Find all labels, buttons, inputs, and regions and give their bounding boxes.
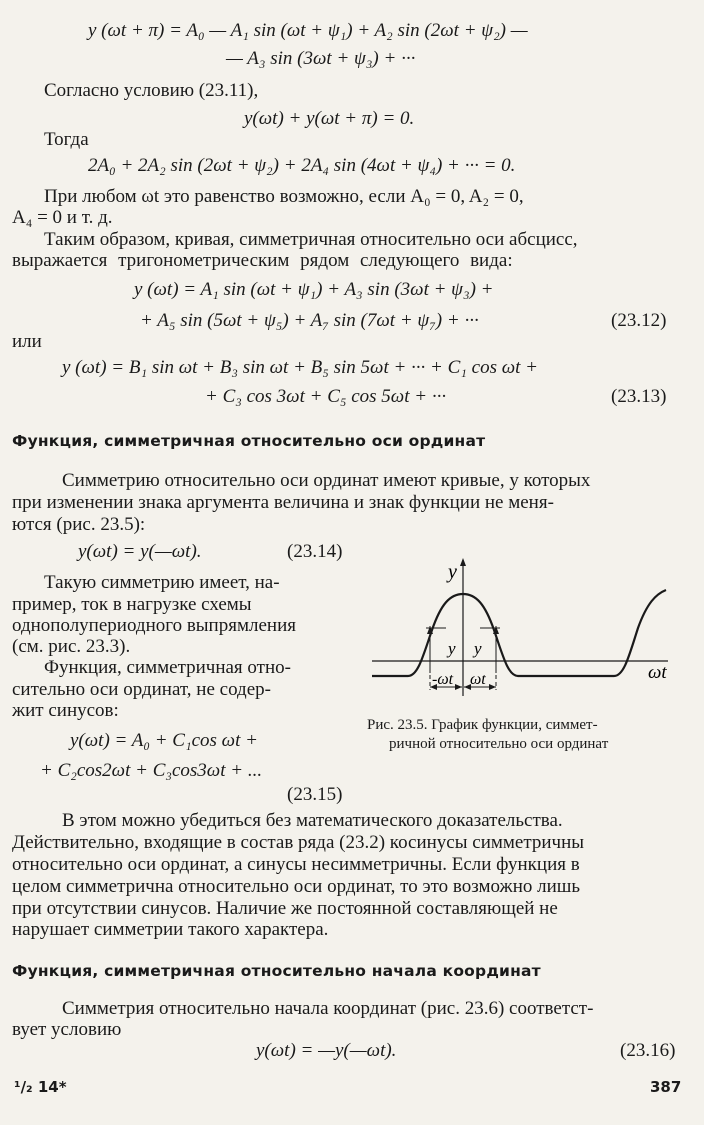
equation-number: (23.12) xyxy=(611,310,667,331)
equation-line: + C₂cos2ωt + C₃cos3ωt + ... xyxy=(40,760,263,781)
equation-line: y (ωt + π) = A₀ — A₁ sin (ωt + ψ₁) + A₂ sin (2ωt + ψ₂) — xyxy=(88,20,528,41)
paragraph-line: В этом можно убедиться без математического доказательства. xyxy=(62,810,563,831)
paragraph-line: Тогда xyxy=(44,129,89,150)
function-curve xyxy=(372,590,666,676)
equation-line: + C₃ cos 3ωt + C₅ cos 5ωt + ··· xyxy=(205,386,447,407)
paragraph-line: жит синусов: xyxy=(12,700,119,721)
signature-mark: ¹/₂ 14* xyxy=(14,1078,67,1096)
paragraph-line: или xyxy=(12,331,42,352)
paragraph-line: однополупериодного выпрямления xyxy=(12,615,296,636)
paragraph-line: При любом ωt это равенство возможно, если A₀ = 0, A₂ = 0, xyxy=(44,186,524,207)
paragraph-line: Симметрия относительно начала координат (рис. 23.6) соответст- xyxy=(62,998,594,1019)
equation-number: (23.15) xyxy=(287,784,343,805)
neg-arg-label: -ωt xyxy=(432,671,454,688)
equation-line: — A₃ sin (3ωt + ψ₃) + ··· xyxy=(226,48,416,69)
equation-line: 2A₀ + 2A₂ sin (2ωt + ψ₂) + 2A₄ sin (4ωt + ψ₄) + ··· = 0. xyxy=(88,155,516,176)
pos-arg-label: ωt xyxy=(470,671,486,688)
x-axis-label: ωt xyxy=(648,662,667,683)
equation-number: (23.13) xyxy=(611,386,667,407)
paragraph-line: Симметрию относительно оси ординат имеют кривые, у которых xyxy=(62,470,591,491)
page-number: 387 xyxy=(650,1078,682,1096)
y-axis-label: y xyxy=(448,561,457,583)
equation-line: + A₅ sin (5ωt + ψ₅) + A₇ sin (7ωt + ψ₇) + ··· xyxy=(140,310,479,331)
equation-line: y(ωt) + y(ωt + π) = 0. xyxy=(244,108,415,129)
paragraph-line: сительно оси ординат, не содер- xyxy=(12,679,271,700)
equation-number: (23.16) xyxy=(620,1040,676,1061)
paragraph-line: относительно оси ординат, а синусы несимметричны. Если функция в xyxy=(12,854,580,875)
paragraph-line: при отсутствии синусов. Наличие же постоянной составляющей не xyxy=(12,898,558,919)
figure-23-5 xyxy=(366,548,678,708)
equation-line: y(ωt) = —y(—ωt). xyxy=(256,1040,397,1061)
paragraph-line: ются (рис. 23.5): xyxy=(12,514,146,535)
paragraph-line: Такую симметрию имеет, на- xyxy=(44,572,280,593)
paragraph-line: Функция, симметричная отно- xyxy=(44,657,291,678)
figure-caption: Рис. 23.5. График функции, симмет- xyxy=(367,717,598,733)
figure-caption: ричной относительно оси ординат xyxy=(389,736,609,752)
paragraph-line: (см. рис. 23.3). xyxy=(12,636,131,657)
equation-number: (23.14) xyxy=(287,541,343,562)
paragraph-line: целом симметрична относительно оси ординат, то это возможно лишь xyxy=(12,876,581,897)
paragraph-line: A₄ = 0 и т. д. xyxy=(12,207,113,228)
equation-line: y (ωt) = B₁ sin ωt + B₃ sin ωt + B₅ sin 5ωt + ··· + C₁ cos ωt + xyxy=(62,357,538,378)
value-label-left: y xyxy=(448,639,456,658)
paragraph-line: нарушает симметрии такого характера. xyxy=(12,919,329,940)
paragraph-line: Действительно, входящие в состав ряда (23.2) косинусы симметричны xyxy=(12,832,585,853)
equation-line: y(ωt) = y(—ωt). xyxy=(78,541,202,562)
paragraph-line: выражается тригонометрическим рядом следующего вида: xyxy=(12,250,513,271)
section-heading: Функция, симметричная относительно оси ординат xyxy=(12,432,486,450)
section-heading: Функция, симметричная относительно начала координат xyxy=(12,962,541,980)
paragraph-line: вует условию xyxy=(12,1019,122,1040)
equation-line: y(ωt) = A₀ + C₁cos ωt + xyxy=(70,730,258,751)
value-label-right: y xyxy=(474,639,482,658)
paragraph-line: Согласно условию (23.11), xyxy=(44,80,259,101)
equation-line: y (ωt) = A₁ sin (ωt + ψ₁) + A₃ sin (3ωt + ψ₃) + xyxy=(134,279,494,300)
paragraph-line: Таким образом, кривая, симметричная относительно оси абсцисс, xyxy=(44,229,578,250)
paragraph-line: при изменении знака аргумента величина и знак функции не меня- xyxy=(12,492,554,513)
paragraph-line: пример, ток в нагрузке схемы xyxy=(12,594,252,615)
